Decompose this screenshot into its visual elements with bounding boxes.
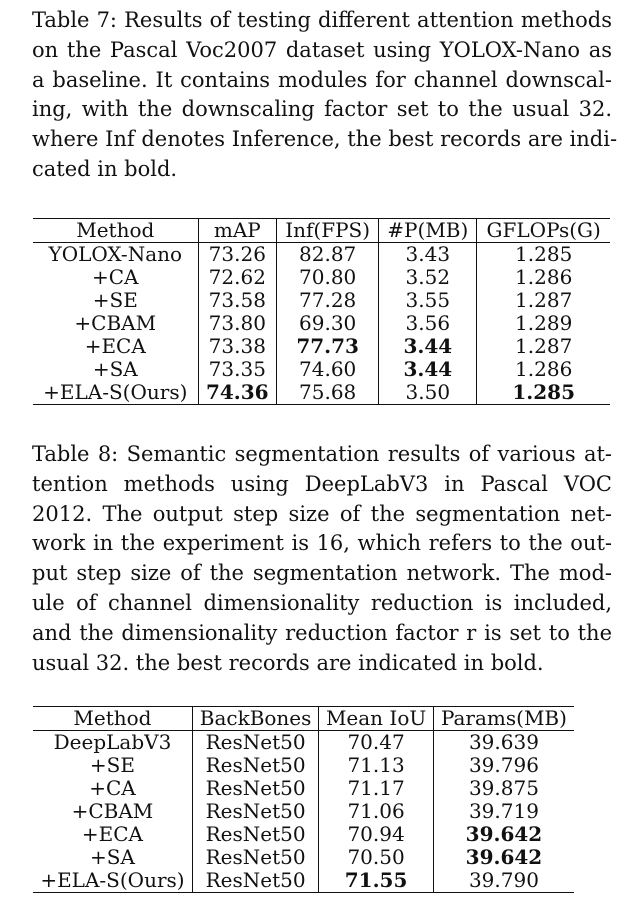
table-row — [33, 823, 574, 846]
table-row — [33, 869, 574, 893]
table-cell: 74.60 — [277, 358, 379, 381]
table-cell: 71.06 — [319, 800, 434, 823]
table-cell: 82.87 — [277, 243, 379, 267]
table-cell: 39.875 — [468, 776, 539, 800]
table-cell: YOLOX-Nano — [33, 243, 198, 267]
table-cell: 71.17 — [319, 777, 434, 800]
table-cell: +CBAM — [33, 800, 192, 823]
table-cell: 73.80 — [198, 312, 277, 335]
table-header-row — [33, 707, 574, 731]
table-cell: +ECA — [33, 335, 198, 358]
table-cell: 77.28 — [277, 289, 379, 312]
column-header: Params(MB) — [440, 706, 567, 730]
column-header: Method — [33, 707, 192, 731]
table-row — [33, 731, 574, 755]
table-row — [33, 312, 610, 335]
table7 — [33, 218, 610, 405]
column-header: mAP — [198, 219, 277, 243]
table-cell: +CA — [33, 777, 192, 800]
table-cell: +SE — [33, 754, 192, 777]
table-cell: 3.52 — [379, 266, 477, 289]
table-cell: 73.58 — [198, 289, 277, 312]
best-value-cell: 3.44 — [379, 335, 477, 358]
table-row — [33, 266, 610, 289]
table7-caption — [32, 6, 618, 185]
caption-line: ule of channel dimensionality reduction is included, — [32, 590, 612, 615]
table-row — [33, 846, 574, 869]
table-row — [33, 754, 574, 777]
table-cell: 73.35 — [198, 358, 277, 381]
table-cell: ResNet50 — [192, 731, 318, 755]
best-value-cell: 3.44 — [379, 358, 477, 381]
table-cell: 70.80 — [277, 266, 379, 289]
caption-line: on the Pascal Voc2007 dataset using YOLOX-Nano as — [32, 37, 612, 62]
table-cell: 70.47 — [319, 731, 434, 755]
table-cell: ResNet50 — [192, 846, 318, 869]
table-cell: 70.94 — [319, 823, 434, 846]
table-cell: +ELA-S(Ours) — [33, 381, 198, 405]
column-header: Mean IoU — [319, 707, 434, 731]
column-header: Inf(FPS) — [277, 219, 379, 243]
caption-line: Table 7: Results of testing different attention methods — [32, 8, 612, 32]
table-cell: 1.285 — [515, 242, 573, 266]
caption-line: cated in bold. — [32, 156, 178, 181]
caption-line: and the dimensionality reduction factor r is set to the — [32, 620, 612, 645]
table-cell: 39.790 — [468, 868, 539, 892]
table-row — [33, 381, 610, 405]
table8-caption — [32, 440, 612, 678]
best-value-cell: 71.55 — [319, 869, 434, 893]
table-cell: ResNet50 — [192, 823, 318, 846]
table-cell: 1.287 — [515, 288, 573, 312]
column-header: Method — [33, 219, 198, 243]
column-header: BackBones — [192, 707, 318, 731]
table-row — [33, 777, 574, 800]
best-value-cell: 39.642 — [465, 822, 543, 846]
table-cell: +CBAM — [33, 312, 198, 335]
table-cell: +ELA-S(Ours) — [33, 869, 192, 893]
caption-line: put step size of the segmentation network. The mod- — [32, 561, 612, 586]
table-row — [33, 289, 610, 312]
caption-line: tention methods using DeepLabV3 in Pascal VOC — [32, 471, 612, 496]
table-cell: 3.50 — [379, 381, 477, 405]
table-cell: 73.26 — [198, 243, 277, 267]
table-cell: +SA — [33, 358, 198, 381]
table-cell: 1.286 — [515, 265, 573, 289]
table-cell: ResNet50 — [192, 777, 318, 800]
table-row — [33, 358, 610, 381]
table-cell: 3.43 — [379, 243, 477, 267]
caption-line: Table 8: Semantic segmentation results of various at- — [32, 442, 612, 466]
table-cell: 1.289 — [515, 311, 573, 335]
table-cell: ResNet50 — [192, 869, 318, 893]
table-cell: 71.13 — [319, 754, 434, 777]
table-cell: 3.56 — [379, 312, 477, 335]
table-cell: 39.796 — [468, 753, 539, 777]
table-cell: +ECA — [33, 823, 192, 846]
table-cell: 3.55 — [379, 289, 477, 312]
caption-line: a baseline. It contains modules for channel downscal- — [32, 67, 612, 92]
best-value-cell: 77.73 — [277, 335, 379, 358]
best-value-cell: 1.285 — [512, 380, 575, 404]
table-cell: +SA — [33, 846, 192, 869]
caption-line: work in the experiment is 16, which refers to the out- — [32, 531, 612, 556]
best-value-cell: 74.36 — [198, 381, 277, 405]
caption-line: where Inf denotes Inference, the best records are indi- — [32, 127, 618, 152]
table-cell: 39.719 — [468, 799, 539, 823]
table8 — [33, 706, 574, 893]
table-cell: +SE — [33, 289, 198, 312]
table-cell: ResNet50 — [192, 800, 318, 823]
table-row — [33, 335, 610, 358]
caption-line: 2012. The output step size of the segmentation net- — [32, 501, 612, 526]
table-cell: DeepLabV3 — [33, 731, 192, 755]
table-cell: 73.38 — [198, 335, 277, 358]
table-row — [33, 800, 574, 823]
table-cell: 72.62 — [198, 266, 277, 289]
table-cell: ResNet50 — [192, 754, 318, 777]
column-header: GFLOPs(G) — [486, 218, 601, 242]
table-row — [33, 243, 610, 267]
table-cell: 1.287 — [515, 334, 573, 358]
caption-line: usual 32. the best records are indicated in bold. — [32, 650, 544, 675]
table-cell: 39.639 — [468, 730, 539, 754]
table-cell: 75.68 — [277, 381, 379, 405]
table-header-row — [33, 219, 610, 243]
table-cell: 70.50 — [319, 846, 434, 869]
best-value-cell: 39.642 — [465, 845, 543, 869]
table-cell: +CA — [33, 266, 198, 289]
column-header: #P(MB) — [379, 219, 477, 243]
caption-line: ing, with the downscaling factor set to the usual 32. — [32, 97, 612, 122]
table-cell: 1.286 — [515, 357, 573, 381]
table-cell: 69.30 — [277, 312, 379, 335]
